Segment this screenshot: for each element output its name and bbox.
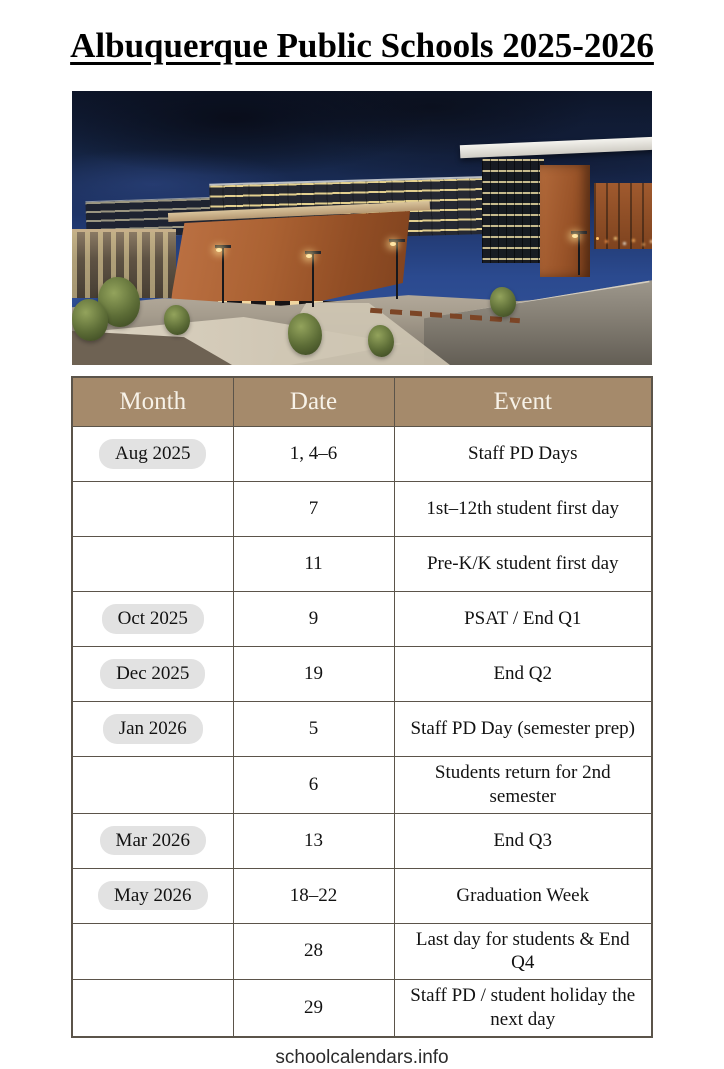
date-cell: 13 [233, 813, 394, 868]
photo-city-lights [596, 237, 599, 240]
table-header-row [72, 377, 652, 427]
month-badge: Oct 2025 [102, 604, 204, 634]
event-cell: Staff PD / student holiday the next day [394, 980, 652, 1037]
photo-tree [490, 287, 516, 317]
photo-tree [368, 325, 394, 357]
month-badge: Aug 2025 [99, 439, 206, 469]
event-cell: End Q3 [394, 813, 652, 868]
column-header-event: Event [394, 377, 652, 427]
event-cell: Students return for 2nd semester [394, 757, 652, 814]
date-cell: 18–22 [233, 868, 394, 923]
photo-lamp-post [396, 239, 398, 299]
month-cell [72, 980, 233, 1037]
school-photo [72, 91, 652, 365]
date-cell: 19 [233, 647, 394, 702]
photo-lamp-post [222, 245, 224, 303]
date-cell: 28 [233, 923, 394, 980]
table-row [72, 537, 652, 592]
month-cell [72, 868, 233, 923]
photo-tree [72, 299, 108, 341]
event-cell: PSAT / End Q1 [394, 592, 652, 647]
table-row [72, 427, 652, 482]
page-title: Albuquerque Public Schools 2025-2026 [70, 26, 654, 65]
month-badge: Jan 2026 [103, 714, 203, 744]
event-cell: Staff PD Days [394, 427, 652, 482]
month-cell [72, 647, 233, 702]
photo-glass-tower [482, 159, 544, 263]
month-badge: May 2026 [98, 881, 208, 911]
photo-tree [288, 313, 322, 355]
month-cell [72, 537, 233, 592]
calendar-table [71, 376, 653, 1038]
event-cell: 1st–12th student first day [394, 482, 652, 537]
table-row [72, 647, 652, 702]
date-cell: 1, 4–6 [233, 427, 394, 482]
date-cell: 9 [233, 592, 394, 647]
column-header-date: Date [233, 377, 394, 427]
month-cell [72, 702, 233, 757]
month-cell [72, 757, 233, 814]
event-cell: Pre-K/K student first day [394, 537, 652, 592]
month-cell [72, 482, 233, 537]
column-header-month: Month [72, 377, 233, 427]
event-cell: Last day for students & End Q4 [394, 923, 652, 980]
table-row [72, 813, 652, 868]
table-row [72, 923, 652, 980]
event-cell: Staff PD Day (semester prep) [394, 702, 652, 757]
month-badge: Mar 2026 [100, 826, 206, 856]
month-cell [72, 427, 233, 482]
photo-rust-tower [540, 165, 590, 277]
date-cell: 29 [233, 980, 394, 1037]
month-cell [72, 592, 233, 647]
month-badge: Dec 2025 [100, 659, 205, 689]
event-cell: End Q2 [394, 647, 652, 702]
table-row [72, 482, 652, 537]
month-cell [72, 923, 233, 980]
date-cell: 7 [233, 482, 394, 537]
footer-site-name: schoolcalendars.info [275, 1046, 449, 1068]
date-cell: 11 [233, 537, 394, 592]
table-row [72, 592, 652, 647]
photo-rust-block [594, 183, 652, 249]
table-row [72, 868, 652, 923]
photo-tree [164, 305, 190, 335]
date-cell: 6 [233, 757, 394, 814]
table-row [72, 757, 652, 814]
event-cell: Graduation Week [394, 868, 652, 923]
date-cell: 5 [233, 702, 394, 757]
month-cell [72, 813, 233, 868]
photo-lamp-post [578, 231, 580, 275]
page [0, 26, 724, 1069]
table-row [72, 980, 652, 1037]
table-row [72, 702, 652, 757]
photo-lamp-post [312, 251, 314, 307]
